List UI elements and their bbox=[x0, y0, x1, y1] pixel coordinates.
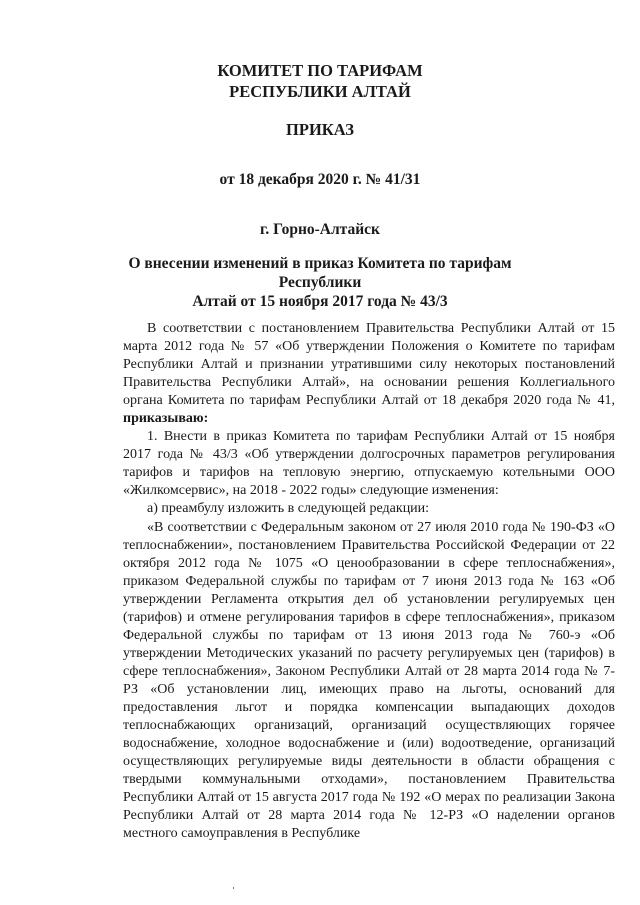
document-body bbox=[123, 320, 615, 843]
paragraph-preamble bbox=[123, 320, 615, 428]
subject-line-1: О внесении изменений в приказ Комитета по тарифам Республики bbox=[128, 255, 512, 291]
scan-speck bbox=[233, 887, 234, 889]
order-word: приказываю: bbox=[123, 411, 209, 427]
org-line-2: РЕСПУБЛИКИ АЛТАЙ bbox=[229, 82, 411, 101]
paragraph-subitem-a: а) преамбулу изложить в следующей редакции: bbox=[147, 501, 430, 517]
paragraph-item-1: 1. Внести в приказ Комитета по тарифам Республики Алтай от 15 ноября 2017 года № 43/3 «Об утверждении долгосрочных параметров регулирования тарифов и тарифов на тепловую энергию, отпускаемую котельными ООО «Жилкомсервис», на 2018 - 2022 годы» следующие изменения: bbox=[123, 429, 615, 499]
paragraph-new-preamble: «В соответствии с Федеральным законом от 27 июля 2010 года № 190-ФЗ «О теплоснабжении», постановлением Правительства Российской Федерации от 22 октября 2012 года № 1075 «О ценообразовании в сфере теплоснабжения», приказом Федеральной службы по тарифам от 7 июня 2013 года № 163 «Об утверждении Регламента открытия дел об установлении регулируемых цен (тарифов) и отмене регулирования тарифов в сфере теплоснабжения», приказом Федеральной службы по тарифам от 13 июня 2013 года № 760-э «Об утверждении Методических указаний по расчету регулируемых цен (тарифов) в сфере теплоснабжения», Законом Республики Алтай от 28 марта 2014 года № 7-РЗ «Об установлении лиц, имеющих право на льготы, оснований для предоставления льгот и порядка компенсации выпадающих доходов теплоснабжающих организаций, организаций осуществляющих горячее водоснабжение, холодное водоснабжение и (или) водоотведение, организаций осуществляющих регулируемые виды деятельности в области обращения с твердыми коммунальными отходами», постановлением Правительства Республики Алтай от 15 августа 2017 года № 192 «О мерах по реализации Закона Республики Алтай от 28 марта 2014 года № 12-РЗ «О наделении органов местного самоуправления в Республике bbox=[123, 519, 615, 842]
preamble-text: В соответствии с постановлением Правительства Республики Алтай от 15 марта 2012 года № 57 «Об утверждении Положения о Комитете по тарифам Республики Алтай и признании утратившими силу некоторых постановлений Правительства Республики Алтай», на основании решения Коллегиального органа Комитета по тарифам Республики Алтай от 18 декабря 2020 года № 41, bbox=[123, 321, 615, 409]
subject-line-2: Алтай от 15 ноября 2017 года № 43/3 bbox=[192, 293, 448, 310]
organization-name bbox=[0, 60, 640, 102]
document-date-number: от 18 декабря 2020 г. № 41/31 bbox=[219, 171, 421, 188]
org-line-1: КОМИТЕТ ПО ТАРИФАМ bbox=[217, 61, 423, 80]
document-city: г. Горно-Алтайск bbox=[260, 221, 380, 238]
document-type: ПРИКАЗ bbox=[286, 120, 354, 139]
document-subject bbox=[100, 254, 540, 311]
